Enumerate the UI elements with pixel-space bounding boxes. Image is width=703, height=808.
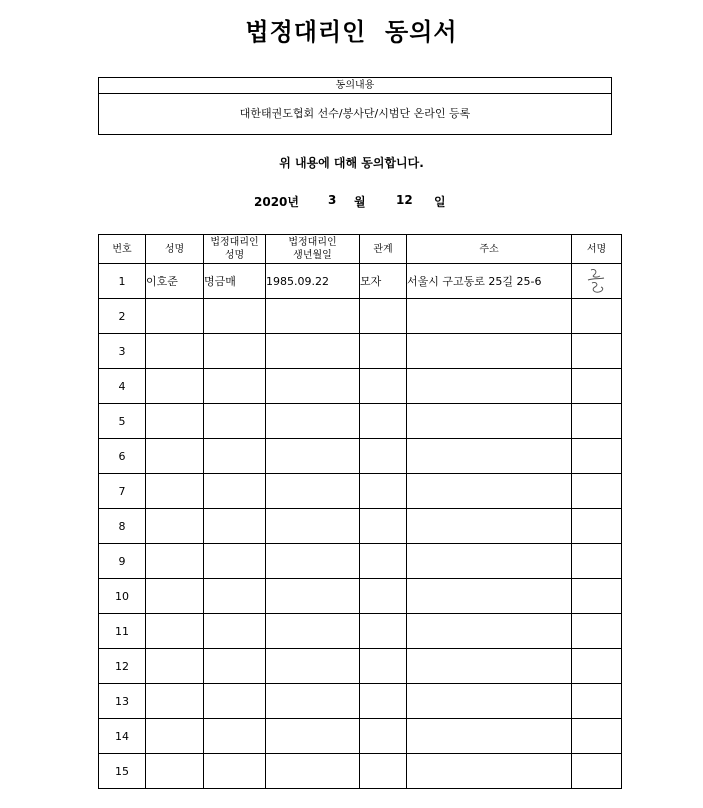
cell-signature bbox=[572, 264, 622, 299]
cell-address bbox=[407, 684, 572, 719]
cell-number: 2 bbox=[99, 299, 146, 334]
cell-number: 10 bbox=[99, 579, 146, 614]
cell-relation bbox=[360, 439, 407, 474]
cell-signature bbox=[572, 369, 622, 404]
cell-guardian-birth bbox=[266, 474, 360, 509]
cell-guardian-name bbox=[204, 684, 266, 719]
cell-signature bbox=[572, 754, 622, 789]
date-year: 2020년 bbox=[254, 195, 299, 209]
header-number: 번호 bbox=[99, 235, 146, 264]
cell-address bbox=[407, 614, 572, 649]
cell-number: 13 bbox=[99, 684, 146, 719]
cell-relation bbox=[360, 544, 407, 579]
cell-guardian-birth bbox=[266, 439, 360, 474]
guardian-table bbox=[98, 234, 622, 789]
table-row bbox=[99, 719, 622, 754]
date-month-unit: 월 bbox=[354, 195, 366, 209]
cell-signature bbox=[572, 404, 622, 439]
cell-address bbox=[407, 474, 572, 509]
cell-relation bbox=[360, 579, 407, 614]
cell-relation bbox=[360, 649, 407, 684]
cell-guardian-name bbox=[204, 649, 266, 684]
cell-guardian-birth bbox=[266, 649, 360, 684]
cell-name bbox=[146, 404, 204, 439]
cell-address bbox=[407, 579, 572, 614]
cell-address bbox=[407, 299, 572, 334]
cell-number: 6 bbox=[99, 439, 146, 474]
cell-guardian-birth bbox=[266, 579, 360, 614]
date-day: 12 bbox=[396, 193, 413, 207]
cell-guardian-birth bbox=[266, 369, 360, 404]
cell-name bbox=[146, 544, 204, 579]
cell-relation bbox=[360, 719, 407, 754]
cell-guardian-birth bbox=[266, 684, 360, 719]
cell-guardian-name bbox=[204, 474, 266, 509]
cell-guardian-birth bbox=[266, 509, 360, 544]
cell-name bbox=[146, 579, 204, 614]
cell-number: 8 bbox=[99, 509, 146, 544]
cell-address bbox=[407, 404, 572, 439]
agree-statement: 위 내용에 대해 동의합니다. bbox=[279, 156, 424, 170]
cell-number: 3 bbox=[99, 334, 146, 369]
cell-guardian-birth bbox=[266, 299, 360, 334]
cell-signature bbox=[572, 334, 622, 369]
cell-address bbox=[407, 754, 572, 789]
date-month: 3 bbox=[328, 193, 337, 207]
cell-relation bbox=[360, 754, 407, 789]
table-row bbox=[99, 754, 622, 789]
table-row bbox=[99, 509, 622, 544]
cell-relation bbox=[360, 299, 407, 334]
cell-address bbox=[407, 369, 572, 404]
cell-number: 1 bbox=[99, 264, 146, 299]
cell-signature bbox=[572, 474, 622, 509]
cell-guardian-name bbox=[204, 579, 266, 614]
cell-guardian-name bbox=[204, 544, 266, 579]
header-address: 주소 bbox=[407, 235, 572, 264]
cell-relation bbox=[360, 614, 407, 649]
table-row bbox=[99, 299, 622, 334]
cell-guardian-birth bbox=[266, 334, 360, 369]
cell-guardian-name bbox=[204, 614, 266, 649]
consent-content-box bbox=[98, 77, 612, 135]
cell-name bbox=[146, 439, 204, 474]
table-row bbox=[99, 544, 622, 579]
header-name: 성명 bbox=[146, 235, 204, 264]
cell-name bbox=[146, 754, 204, 789]
table-row bbox=[99, 684, 622, 719]
document-title: 법정대리인 동의서 bbox=[245, 18, 458, 46]
cell-guardian-birth bbox=[266, 544, 360, 579]
cell-address bbox=[407, 334, 572, 369]
date-day-unit: 일 bbox=[434, 195, 446, 209]
cell-address bbox=[407, 719, 572, 754]
cell-number: 15 bbox=[99, 754, 146, 789]
cell-address bbox=[407, 509, 572, 544]
table-row bbox=[99, 649, 622, 684]
cell-guardian-birth bbox=[266, 719, 360, 754]
cell-name bbox=[146, 474, 204, 509]
cell-signature bbox=[572, 299, 622, 334]
table-row bbox=[99, 264, 622, 299]
cell-guardian-name bbox=[204, 719, 266, 754]
cell-signature bbox=[572, 544, 622, 579]
cell-relation bbox=[360, 684, 407, 719]
cell-name: 이호준 bbox=[146, 264, 204, 299]
cell-address bbox=[407, 544, 572, 579]
cell-name bbox=[146, 509, 204, 544]
cell-guardian-birth: 1985.09.22 bbox=[266, 264, 360, 299]
cell-number: 4 bbox=[99, 369, 146, 404]
cell-guardian-name bbox=[204, 369, 266, 404]
table-row bbox=[99, 439, 622, 474]
cell-name bbox=[146, 684, 204, 719]
cell-relation bbox=[360, 404, 407, 439]
cell-relation bbox=[360, 334, 407, 369]
header-guardian-name: 법정대리인 성명 bbox=[204, 235, 266, 264]
cell-name bbox=[146, 299, 204, 334]
cell-guardian-birth bbox=[266, 754, 360, 789]
consent-content-header: 동의내용 bbox=[99, 78, 611, 94]
cell-number: 7 bbox=[99, 474, 146, 509]
cell-guardian-name bbox=[204, 509, 266, 544]
cell-guardian-birth bbox=[266, 404, 360, 439]
cell-name bbox=[146, 369, 204, 404]
cell-signature bbox=[572, 719, 622, 754]
cell-number: 9 bbox=[99, 544, 146, 579]
cell-number: 14 bbox=[99, 719, 146, 754]
cell-number: 11 bbox=[99, 614, 146, 649]
cell-relation bbox=[360, 474, 407, 509]
header-relation: 관계 bbox=[360, 235, 407, 264]
cell-name bbox=[146, 334, 204, 369]
table-row bbox=[99, 474, 622, 509]
table-header-row bbox=[99, 235, 622, 264]
table-row bbox=[99, 404, 622, 439]
cell-relation bbox=[360, 369, 407, 404]
cell-number: 12 bbox=[99, 649, 146, 684]
cell-signature bbox=[572, 614, 622, 649]
table-row bbox=[99, 614, 622, 649]
cell-number: 5 bbox=[99, 404, 146, 439]
cell-guardian-name bbox=[204, 754, 266, 789]
table-row bbox=[99, 579, 622, 614]
cell-signature bbox=[572, 579, 622, 614]
cell-guardian-name: 명금매 bbox=[204, 264, 266, 299]
cell-signature bbox=[572, 509, 622, 544]
cell-guardian-name bbox=[204, 334, 266, 369]
cell-guardian-name bbox=[204, 404, 266, 439]
cell-guardian-name bbox=[204, 439, 266, 474]
cell-relation: 모자 bbox=[360, 264, 407, 299]
cell-signature bbox=[572, 649, 622, 684]
cell-address: 서울시 구고동로 25길 25-6 bbox=[407, 264, 572, 299]
handwritten-signature bbox=[582, 266, 612, 296]
cell-relation bbox=[360, 509, 407, 544]
consent-content-body: 대한태권도협회 선수/봉사단/시범단 온라인 등록 bbox=[239, 107, 471, 120]
cell-signature bbox=[572, 439, 622, 474]
cell-address bbox=[407, 439, 572, 474]
cell-address bbox=[407, 649, 572, 684]
table-row bbox=[99, 334, 622, 369]
cell-name bbox=[146, 649, 204, 684]
cell-name bbox=[146, 614, 204, 649]
header-guardian-birth: 법정대리인 생년월일 bbox=[266, 235, 360, 264]
cell-guardian-birth bbox=[266, 614, 360, 649]
cell-name bbox=[146, 719, 204, 754]
cell-signature bbox=[572, 684, 622, 719]
table-row bbox=[99, 369, 622, 404]
cell-guardian-name bbox=[204, 299, 266, 334]
header-signature: 서명 bbox=[572, 235, 622, 264]
